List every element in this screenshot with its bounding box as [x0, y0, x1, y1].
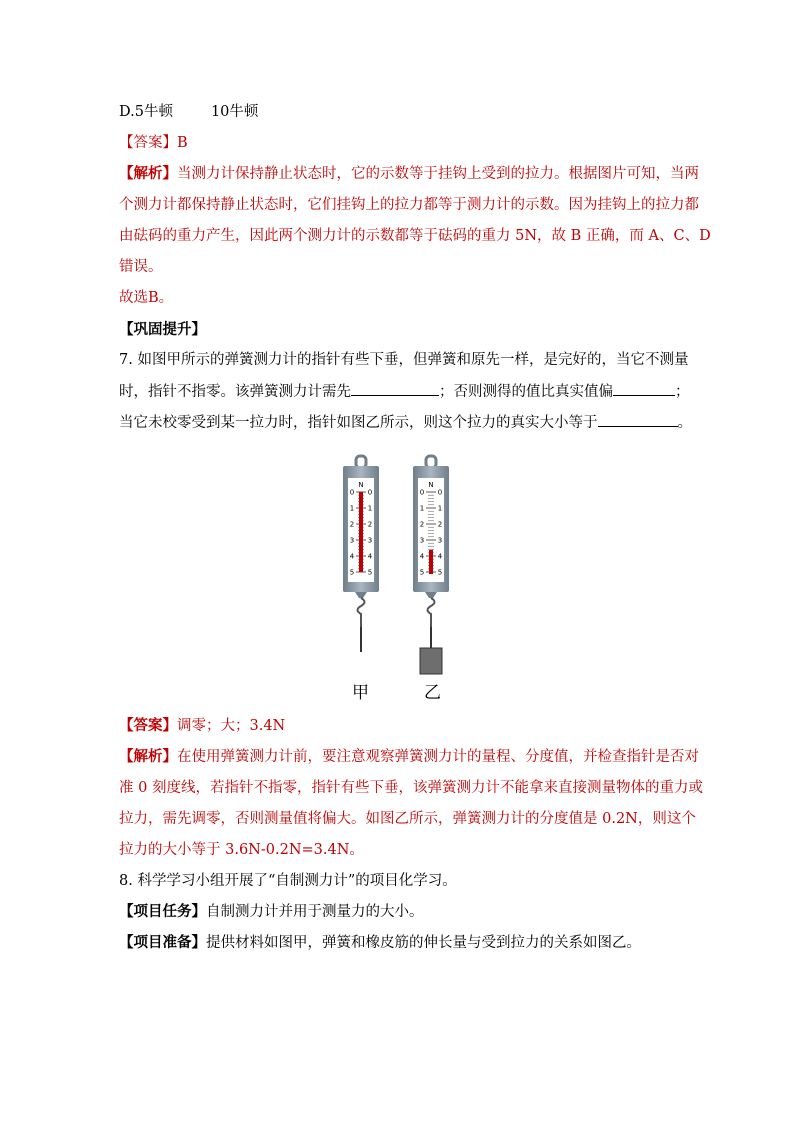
analysis-tag: 【解析】	[119, 165, 177, 182]
spring-scale-left	[343, 456, 379, 652]
answer-tag: 【答案】	[119, 135, 177, 151]
q6-analysis-line: 错误。	[119, 259, 163, 275]
tick-label: 5	[419, 568, 425, 577]
figure-label-jia: 甲	[352, 683, 369, 703]
q7-analysis-line: 【解析】在使用弹簧测力计前，要注意观察弹簧测力计的量程、分度值，并检查指针是否对	[119, 748, 699, 765]
answer-tag: 【答案】	[119, 717, 177, 734]
tick-label: 3	[349, 536, 355, 545]
tick-label: 1	[349, 504, 355, 513]
q8-task: 【项目任务】自制测力计并用于测量力的大小。	[119, 903, 424, 920]
weight-block	[420, 648, 442, 674]
tick-label: 4	[349, 552, 355, 561]
pointer-right	[429, 550, 433, 574]
tick-label: 3	[419, 536, 425, 545]
q7-stem-line: 7. 如图甲所示的弹簧测力计的指针有些下垂，但弹簧和原先一样，是完好的，当它不测量	[119, 352, 689, 368]
unit-label: N	[358, 481, 364, 489]
q7-analysis-line: 准 0 刻度线，若指针不指零，指针有些下垂，该弹簧测力计不能拿来直接测量物体的重力或	[119, 780, 703, 796]
section-title: 【巩固提升】	[119, 321, 206, 338]
figure-label-yi: 乙	[424, 683, 441, 703]
q7-analysis-line: 拉力的大小等于 3.6N-0.2N=3.4N。	[119, 842, 364, 858]
q6-conclusion: 故选B。	[119, 290, 174, 306]
tick-label: 3	[367, 536, 373, 545]
q8-prep: 【项目准备】提供材料如图甲，弹簧和橡皮筋的伸长量与受到拉力的关系如图乙。	[119, 934, 641, 951]
q6-answer	[119, 133, 188, 153]
option-d	[119, 102, 258, 122]
q7-stem-line: 当它未校零受到某一拉力时，指针如图乙所示，则这个拉力的真实大小等于 。	[119, 412, 692, 433]
blank-2	[613, 381, 675, 396]
q7-answer	[119, 716, 285, 736]
blank-3	[598, 412, 678, 427]
spring-scale-figure	[335, 452, 465, 702]
tick-label: 5	[349, 568, 355, 577]
q6-analysis-line: 由砝码的重力产生，因此两个测力计的示数都等于砝码的重力 5N，故 B 正确，而 A、C、D	[119, 228, 711, 244]
pointer-left	[359, 492, 363, 572]
tick-label: 2	[349, 520, 355, 529]
tick-label: 0	[437, 488, 443, 497]
tick-label: 0	[349, 488, 355, 497]
tick-label: 4	[437, 552, 443, 561]
answer-text: 调零；大；3.4N	[177, 718, 286, 734]
tick-label: 4	[367, 552, 373, 561]
tick-label: 5	[437, 568, 443, 577]
spring-scale-right	[413, 456, 449, 674]
tick-label: 2	[367, 520, 373, 529]
blank-1	[351, 381, 439, 396]
q7-analysis-line: 拉力，需先调零，否则测量值将偏大。如图乙所示，弹簧测力计的分度值是 0.2N，则这个	[119, 811, 696, 827]
tick-label: 0	[367, 488, 373, 497]
tick-label: 1	[367, 504, 373, 513]
option-d-label: D.5牛顿	[119, 104, 173, 120]
tick-label: 3	[437, 536, 443, 545]
analysis-tag: 【解析】	[119, 748, 177, 765]
tick-label: 5	[367, 568, 373, 577]
unit-label: N	[428, 481, 434, 489]
q6-analysis-line: 【解析】当测力计保持静止状态时，它的示数等于挂钩上受到的拉力。根据图片可知，当两	[119, 165, 699, 182]
tick-label: 2	[419, 520, 425, 529]
q8-stem: 8. 科学学习小组开展了“自制测力计”的项目化学习。	[119, 873, 457, 889]
tick-label: 2	[437, 520, 443, 529]
tick-label: 4	[419, 552, 425, 561]
q7-stem-line: 时，指针不指零。该弹簧测力计需先 ；否则测得的值比真实值偏 ；	[119, 381, 690, 402]
tick-label: 1	[419, 504, 425, 513]
tick-label: 1	[437, 504, 443, 513]
q6-analysis-line: 个测力计都保持静止状态时，它们挂钩上的拉力都等于测力计的示数。因为挂钩上的拉力都	[119, 197, 699, 213]
option-d-value: 10牛顿	[210, 104, 259, 120]
tick-label: 0	[419, 488, 425, 497]
answer-text: B	[177, 135, 188, 151]
